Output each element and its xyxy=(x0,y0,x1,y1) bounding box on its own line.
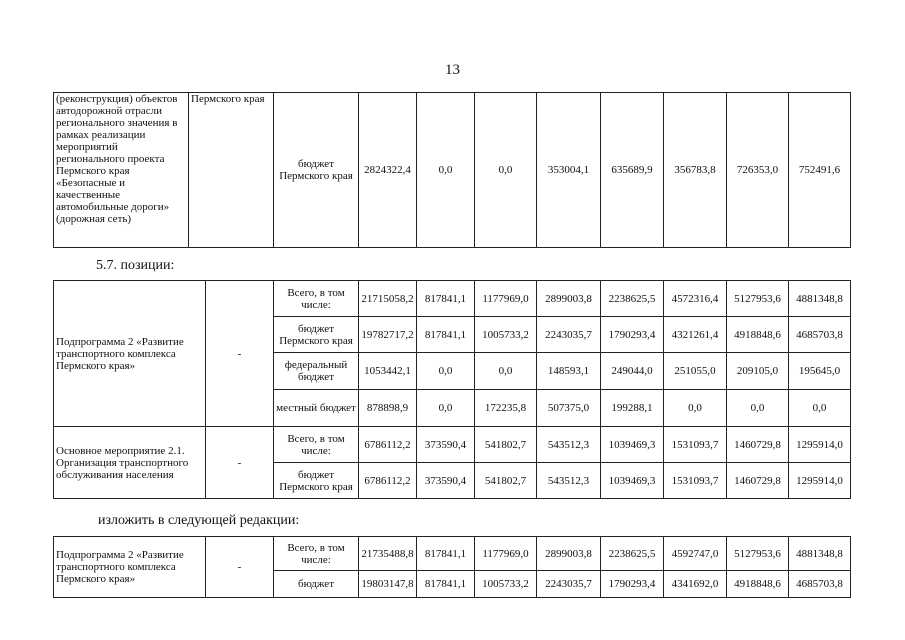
value-cell: 817841,1 xyxy=(417,571,475,598)
executor-cell: Пермского края xyxy=(189,93,274,248)
program-table-new-edition xyxy=(53,536,851,598)
source-cell: бюджет xyxy=(274,571,359,598)
value-cell: 2238625,5 xyxy=(601,281,664,317)
value-cell: 543512,3 xyxy=(537,463,601,499)
source-cell: местный бюджет xyxy=(274,390,359,427)
value-cell: 356783,8 xyxy=(664,93,727,248)
value-cell: 817841,1 xyxy=(417,537,475,571)
program-name-cell: (реконструкция) объектов автодорожной отрасли регионального значения в рамках реализации мероприятий регионального проекта Пермского края «Безопасные и качественные автомобильные дороги» (дорожная сеть) xyxy=(54,93,189,248)
executor-cell: - xyxy=(206,281,274,427)
source-cell: Всего, в том числе: xyxy=(274,427,359,463)
value-cell: 1005733,2 xyxy=(475,317,537,353)
value-cell: 195645,0 xyxy=(789,353,851,390)
value-cell: 726353,0 xyxy=(727,93,789,248)
value-cell: 373590,4 xyxy=(417,427,475,463)
table-row xyxy=(54,537,851,571)
value-cell: 2899003,8 xyxy=(537,281,601,317)
value-cell: 1460729,8 xyxy=(727,463,789,499)
value-cell: 199288,1 xyxy=(601,390,664,427)
value-cell: 21735488,8 xyxy=(359,537,417,571)
program-name-cell: Подпрограмма 2 «Развитие транспортного комплекса Пермского края» xyxy=(54,281,206,427)
value-cell: 2824322,4 xyxy=(359,93,417,248)
value-cell: 0,0 xyxy=(664,390,727,427)
value-cell: 0,0 xyxy=(727,390,789,427)
value-cell: 1177969,0 xyxy=(475,537,537,571)
value-cell: 0,0 xyxy=(475,353,537,390)
value-cell: 4918848,6 xyxy=(727,571,789,598)
value-cell: 4881348,8 xyxy=(789,281,851,317)
section-heading: 5.7. позиции: xyxy=(96,258,175,273)
value-cell: 4341692,0 xyxy=(664,571,727,598)
executor-cell: - xyxy=(206,537,274,598)
program-name-cell: Основное мероприятие 2.1. Организация транспортного обслуживания населения xyxy=(54,427,206,499)
table-row xyxy=(54,427,851,463)
value-cell: 635689,9 xyxy=(601,93,664,248)
value-cell: 209105,0 xyxy=(727,353,789,390)
value-cell: 19803147,8 xyxy=(359,571,417,598)
value-cell: 6786112,2 xyxy=(359,427,417,463)
value-cell: 1790293,4 xyxy=(601,571,664,598)
value-cell: 4321261,4 xyxy=(664,317,727,353)
value-cell: 1053442,1 xyxy=(359,353,417,390)
value-cell: 1005733,2 xyxy=(475,571,537,598)
source-cell: Всего, в том числе: xyxy=(274,537,359,571)
value-cell: 19782717,2 xyxy=(359,317,417,353)
source-cell: федеральный бюджет xyxy=(274,353,359,390)
program-table-positions xyxy=(53,280,851,499)
value-cell: 1177969,0 xyxy=(475,281,537,317)
value-cell: 1295914,0 xyxy=(789,427,851,463)
source-cell: Всего, в том числе: xyxy=(274,281,359,317)
value-cell: 541802,7 xyxy=(475,463,537,499)
value-cell: 373590,4 xyxy=(417,463,475,499)
executor-cell: - xyxy=(206,427,274,499)
value-cell: 543512,3 xyxy=(537,427,601,463)
value-cell: 5127953,6 xyxy=(727,281,789,317)
value-cell: 541802,7 xyxy=(475,427,537,463)
value-cell: 1460729,8 xyxy=(727,427,789,463)
value-cell: 2238625,5 xyxy=(601,537,664,571)
value-cell: 2243035,7 xyxy=(537,317,601,353)
program-name-cell: Подпрограмма 2 «Развитие транспортного комплекса Пермского края» xyxy=(54,537,206,598)
value-cell: 353004,1 xyxy=(537,93,601,248)
page-number: 13 xyxy=(445,62,460,78)
value-cell: 4685703,8 xyxy=(789,571,851,598)
value-cell: 752491,6 xyxy=(789,93,851,248)
value-cell: 6786112,2 xyxy=(359,463,417,499)
value-cell: 0,0 xyxy=(789,390,851,427)
value-cell: 4881348,8 xyxy=(789,537,851,571)
source-cell: бюджет Пермского края xyxy=(274,93,359,248)
value-cell: 172235,8 xyxy=(475,390,537,427)
value-cell: 148593,1 xyxy=(537,353,601,390)
value-cell: 878898,9 xyxy=(359,390,417,427)
value-cell: 0,0 xyxy=(417,93,475,248)
value-cell: 2899003,8 xyxy=(537,537,601,571)
value-cell: 1531093,7 xyxy=(664,427,727,463)
table-row xyxy=(54,281,851,317)
value-cell: 1295914,0 xyxy=(789,463,851,499)
value-cell: 249044,0 xyxy=(601,353,664,390)
value-cell: 1039469,3 xyxy=(601,463,664,499)
value-cell: 251055,0 xyxy=(664,353,727,390)
value-cell: 4685703,8 xyxy=(789,317,851,353)
source-cell: бюджет Пермского края xyxy=(274,463,359,499)
value-cell: 4592747,0 xyxy=(664,537,727,571)
table-row xyxy=(54,93,851,248)
value-cell: 0,0 xyxy=(417,353,475,390)
value-cell: 1531093,7 xyxy=(664,463,727,499)
value-cell: 2243035,7 xyxy=(537,571,601,598)
value-cell: 0,0 xyxy=(417,390,475,427)
value-cell: 21715058,2 xyxy=(359,281,417,317)
value-cell: 1790293,4 xyxy=(601,317,664,353)
program-table-top xyxy=(53,92,851,248)
value-cell: 0,0 xyxy=(475,93,537,248)
value-cell: 4572316,4 xyxy=(664,281,727,317)
value-cell: 817841,1 xyxy=(417,281,475,317)
value-cell: 1039469,3 xyxy=(601,427,664,463)
value-cell: 817841,1 xyxy=(417,317,475,353)
source-cell: бюджет Пермского края xyxy=(274,317,359,353)
section-heading: изложить в следующей редакции: xyxy=(98,513,300,528)
value-cell: 5127953,6 xyxy=(727,537,789,571)
value-cell: 4918848,6 xyxy=(727,317,789,353)
value-cell: 507375,0 xyxy=(537,390,601,427)
